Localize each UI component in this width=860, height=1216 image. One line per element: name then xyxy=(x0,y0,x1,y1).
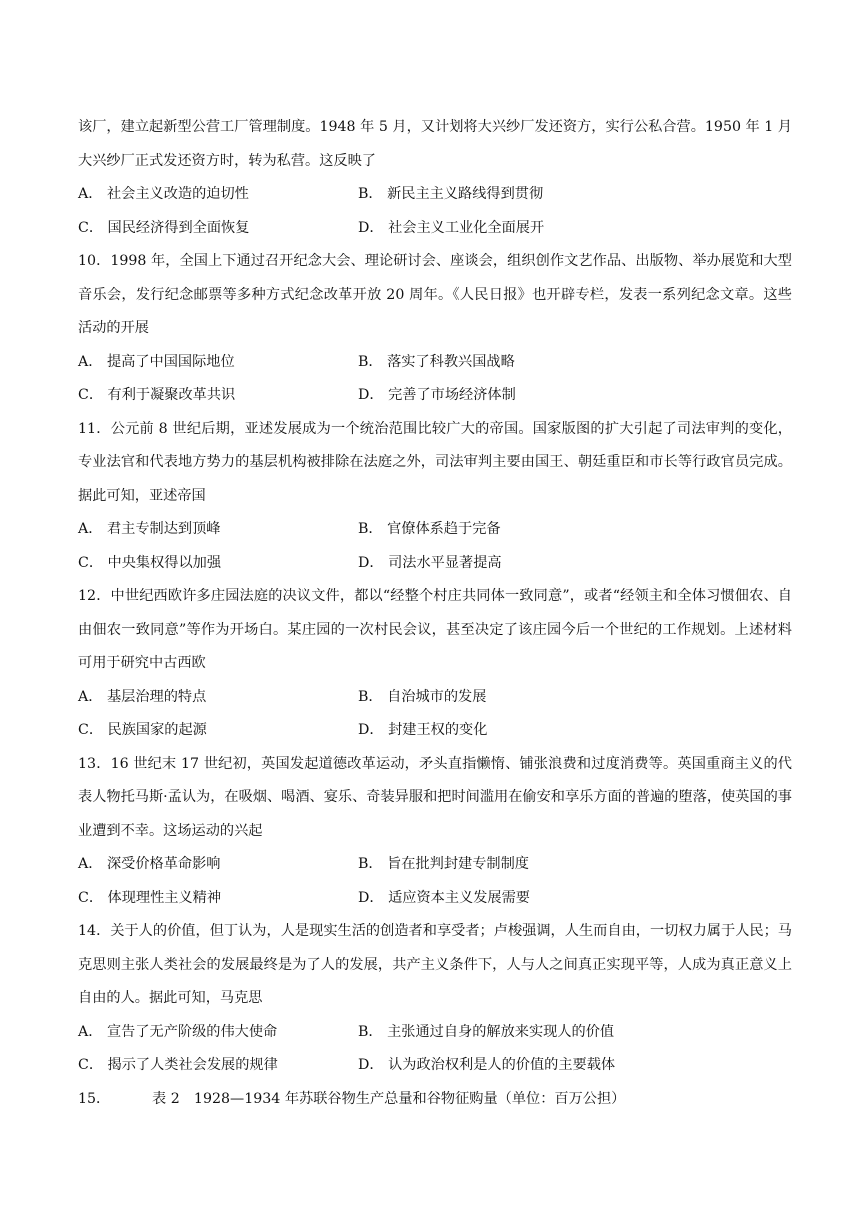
question-13-option-b[interactable]: B． 旨在批判封建专制制度 xyxy=(358,856,529,872)
question-13-option-c[interactable]: C． 体现理性主义精神 xyxy=(78,889,222,906)
question-13-options-row-2 xyxy=(78,882,792,916)
question-14-option-a[interactable]: A． 宣告了无产阶级的伟大使命 xyxy=(78,1023,278,1040)
question-11-option-d[interactable]: D． 司法水平显著提高 xyxy=(358,554,502,571)
question-14-options-row-1 xyxy=(78,1016,792,1050)
question-10-option-b[interactable]: B． 落实了科教兴国战略 xyxy=(358,353,515,370)
question-9-option-a[interactable]: A． 社会主义改造的迫切性 xyxy=(78,186,249,202)
question-11-stem: 11．公元前 8 世纪后期，亚述发展成为一个统治范围比较广大的帝国。国家版图的扩大引起了司法审判的变化，专业法官和代表地方势力的基层机构被排除在法庭之外，司法审判主要由国王、朝廷重臣和市长等行政官员完成。据此可知，亚述帝国 xyxy=(78,420,792,504)
question-9-option-c[interactable]: C． 国民经济得到全面恢复 xyxy=(78,219,250,236)
question-11-options-row-1 xyxy=(78,513,792,547)
question-14-option-c[interactable]: C． 揭示了人类社会发展的规律 xyxy=(78,1057,278,1073)
question-12-option-c[interactable]: C． 民族国家的起源 xyxy=(78,722,207,738)
question-12-option-b[interactable]: B． 自治城市的发展 xyxy=(358,688,487,705)
question-12-option-a[interactable]: A． 基层治理的特点 xyxy=(78,688,207,705)
question-15-heading xyxy=(78,1083,792,1117)
table-caption: 表 2 1928—1934 年苏联谷物生产总量和谷物征购量（单位：百万公担） xyxy=(152,1090,626,1107)
question-11-options-row-2 xyxy=(78,547,792,581)
question-12-options-row-2 xyxy=(78,714,792,748)
question-11-option-b[interactable]: B． 官僚体系趋于完备 xyxy=(358,521,501,537)
question-10-option-a[interactable]: A． 提高了中国国际地位 xyxy=(78,353,235,370)
question-14-options-row-2 xyxy=(78,1049,792,1083)
question-14-stem: 14．关于人的价值，但丁认为，人是现实生活的创造者和享受者；卢梭强调，人生而自由，一切权力属于人民；马克思则主张人类社会的发展最终是为了人的发展，共产主义条件下，人与人之间真正实现平等，人成为真正意义上自由的人。据此可知，马克思 xyxy=(78,923,792,1006)
question-15-number: 15． xyxy=(78,1090,111,1107)
question-10-stem: 10．1998 年，全国上下通过召开纪念大会、理论研讨会、座谈会，组织创作文艺作品、出版物、举办展览和大型音乐会，发行纪念邮票等多种方式纪念改革开放 20 周年。《人民日报》也开辟专栏，发表一系列纪念文章。这些活动的开展 xyxy=(78,253,792,336)
question-9-stem-continuation: 该厂，建立起新型公营工厂管理制度。1948 年 5 月，又计划将大兴纱厂发还资方，实行公私合营。1950 年 1 月大兴纱厂正式发还资方时，转为私营。这反映了 xyxy=(78,119,792,169)
question-12-options-row-1 xyxy=(78,681,792,715)
question-14-option-b[interactable]: B． 主张通过自身的解放来实现人的价值 xyxy=(358,1023,615,1040)
question-10-options-row-1 xyxy=(78,346,792,380)
question-13-options-row-1 xyxy=(78,848,792,882)
question-11-option-a[interactable]: A． 君主专制达到顶峰 xyxy=(78,521,221,537)
question-14-option-d[interactable]: D． 认为政治权利是人的价值的主要载体 xyxy=(358,1057,616,1073)
page-content xyxy=(78,111,792,1116)
question-10-option-c[interactable]: C． 有利于凝聚改革共识 xyxy=(78,387,236,403)
question-13-stem: 13．16 世纪末 17 世纪初，英国发起道德改革运动，矛头直指懒惰、铺张浪费和过度消费等。英国重商主义的代表人物托马斯·孟认为，在吸烟、喝酒、宴乐、奇装异服和把时间滥用在偷安和享乐方面的普遍的堕落，使英国的事业遭到不幸。这场运动的兴起 xyxy=(78,755,792,839)
question-10-options-row-2 xyxy=(78,379,792,413)
question-9-options-row-2 xyxy=(78,212,792,246)
question-12-stem: 12．中世纪西欧许多庄园法庭的决议文件，都以“经整个村庄共同体一致同意”，或者“经领主和全体习惯佃农、自由佃农一致同意”等作为开场白。某庄园的一次村民会议，甚至决定了该庄园今后一个世纪的工作规划。上述材料可用于研究中古西欧 xyxy=(78,588,792,671)
question-9-options-row-1 xyxy=(78,178,792,212)
question-13-option-a[interactable]: A． 深受价格革命影响 xyxy=(78,856,221,872)
question-9-option-b[interactable]: B． 新民主主义路线得到贯彻 xyxy=(358,186,544,202)
question-9-option-d[interactable]: D． 社会主义工业化全面展开 xyxy=(358,219,545,236)
question-10-option-d[interactable]: D． 完善了市场经济体制 xyxy=(358,387,516,403)
question-11-option-c[interactable]: C． 中央集权得以加强 xyxy=(78,554,222,571)
question-13-option-d[interactable]: D． 适应资本主义发展需要 xyxy=(358,889,530,906)
question-12-option-d[interactable]: D． 封建王权的变化 xyxy=(358,722,488,738)
